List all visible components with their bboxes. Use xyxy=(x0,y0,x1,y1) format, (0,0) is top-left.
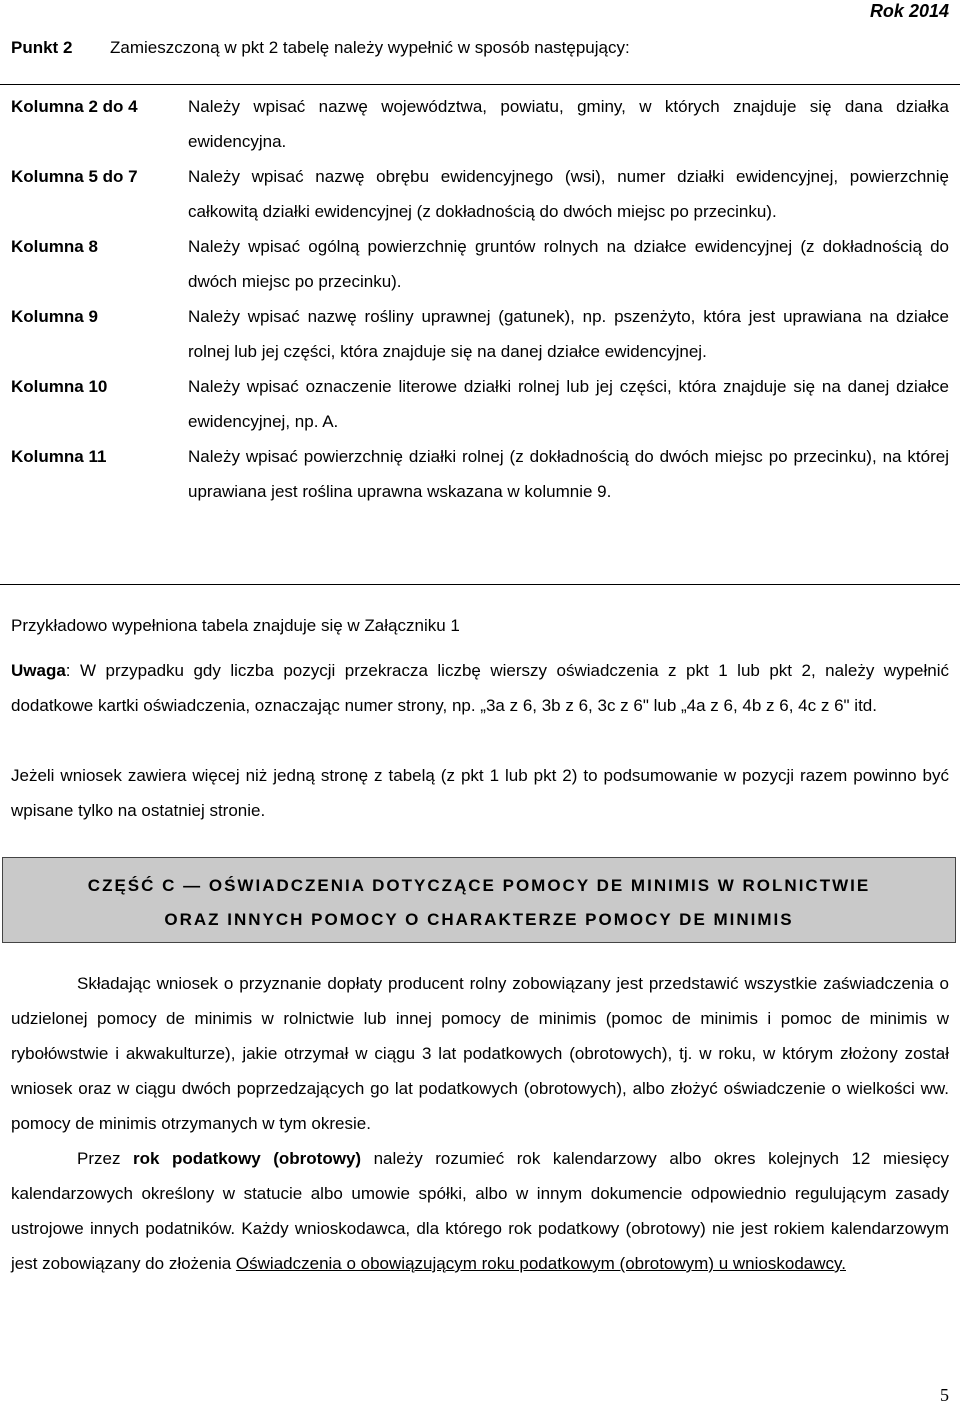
point-label: Punkt 2 xyxy=(11,38,73,57)
page-header xyxy=(0,0,960,86)
example-note: Przykładowo wypełniona tabela znajduje się w Załączniku 1 xyxy=(11,616,460,635)
section-title-line1: CZĘŚĆ C — OŚWIADCZENIA DOTYCZĄCE POMOCY DE MINIMIS W ROLNICTWIE xyxy=(87,876,871,895)
section-title-line2: ORAZ INNYCH POMOCY O CHARAKTERZE POMOCY DE MINIMIS xyxy=(164,910,794,929)
year-label: Rok 2014 xyxy=(869,1,949,21)
p2-start: Przez xyxy=(77,1149,133,1168)
column-label: Kolumna 2 do 4 xyxy=(11,97,138,116)
column-label: Kolumna 9 xyxy=(11,307,98,326)
column-description: Należy wpisać oznaczenie literowe działki rolnej lub jej części, która znajduje się na danej działce ewidencyjnej, np. A. xyxy=(188,377,949,431)
uwaga-label: Uwaga xyxy=(11,661,66,680)
column-label: Kolumna 11 xyxy=(11,447,107,466)
p2-middle: należy rozumieć rok kalendarzowy albo okres kolejnych 12 miesięcy kalendarzowych określony w statucie albo umowie spółki, albo w innym dokumencie odpowiednio regulującym zasady ustrojowe innych podatników. Każdy wnioskodawca, dla którego rok podatkowy (obrotowy) nie jest rokiem kalendarzowym jest zobowiązany do złożenia xyxy=(11,1149,950,1273)
uwaga-paragraph xyxy=(11,653,949,723)
section-c-heading xyxy=(2,857,956,943)
body-paragraph-2 xyxy=(11,1141,949,1281)
column-label: Kolumna 8 xyxy=(11,237,98,256)
column-description: Należy wpisać nazwę rośliny uprawnej (gatunek), np. pszenżyto, która jest uprawiana na działce rolnej lub jej części, która znajduje się na danej działce ewidencyjnej. xyxy=(188,307,949,361)
column-description: Należy wpisać ogólną powierzchnię gruntów rolnych na działce ewidencyjnej (z dokładnością do dwóch miejsc po przecinku). xyxy=(188,237,949,291)
column-row xyxy=(11,369,949,439)
column-row xyxy=(11,229,949,299)
uwaga-text: : W przypadku gdy liczba pozycji przekracza liczbę wierszy oświadczenia z pkt 1 lub pkt 2, należy wypełnić dodatkowe kartki oświadczenia, oznaczając numer strony, np. „3a z 6, 3b z 6, 3c z 6" lub „4a z 6, 4b z 6, 4c z 6" itd. xyxy=(11,661,949,715)
column-row xyxy=(11,439,949,509)
column-description: Należy wpisać nazwę województwa, powiatu, gminy, w których znajduje się dana działka ewidencyjna. xyxy=(188,97,949,151)
column-row xyxy=(11,159,949,229)
declaration-reference: Oświadczenia o obowiązującym roku podatkowym (obrotowym) u wnioskodawcy. xyxy=(235,1254,846,1273)
column-row xyxy=(11,89,949,159)
tax-year-term: rok podatkowy (obrotowy) xyxy=(132,1149,362,1168)
table-divider xyxy=(0,584,960,585)
section-body xyxy=(11,966,949,1281)
body-paragraph-1: Składając wniosek o przyznanie dopłaty producent rolny zobowiązany jest przedstawić wszystkie zaświadczenia o udzielonej pomocy de minimis w rolnictwie lub innej pomocy de minimis (pomoc de minimis i pomoc de minimis w rybołówstwie i akwakulturze), jakie otrzymał w ciągu 3 lat podatkowych (obrotowych), tj. w roku, w którym złożony został wniosek oraz w ciągu dwóch poprzedzających go lat podatkowych (obrotowych), albo złożyć oświadczenie o wielkości ww. pomocy de minimis otrzymanych w tym okresie. xyxy=(11,974,949,1133)
point-instruction: Zamieszczoną w pkt 2 tabelę należy wypełnić w sposób następujący: xyxy=(110,38,630,57)
column-label: Kolumna 5 do 7 xyxy=(11,167,138,186)
page-number: 5 xyxy=(940,1385,949,1405)
column-label: Kolumna 10 xyxy=(11,377,108,396)
column-description: Należy wpisać nazwę obrębu ewidencyjnego (wsi), numer działki ewidencyjnej, powierzchnię całkowitą działki ewidencyjnej (z dokładnością do dwóch miejsc po przecinku). xyxy=(188,167,949,221)
column-row xyxy=(11,299,949,369)
columns-table xyxy=(11,89,949,509)
column-description: Należy wpisać powierzchnię działki rolnej (z dokładnością do dwóch miejsc po przecinku), na której uprawiana jest roślina uprawna wskazana w kolumnie 9. xyxy=(188,447,949,501)
header-divider xyxy=(0,84,960,85)
summary-note: Jeżeli wniosek zawiera więcej niż jedną stronę z tabelą (z pkt 1 lub pkt 2) to podsumowanie w pozycji razem powinno być wpisane tylko na ostatniej stronie. xyxy=(11,766,949,820)
